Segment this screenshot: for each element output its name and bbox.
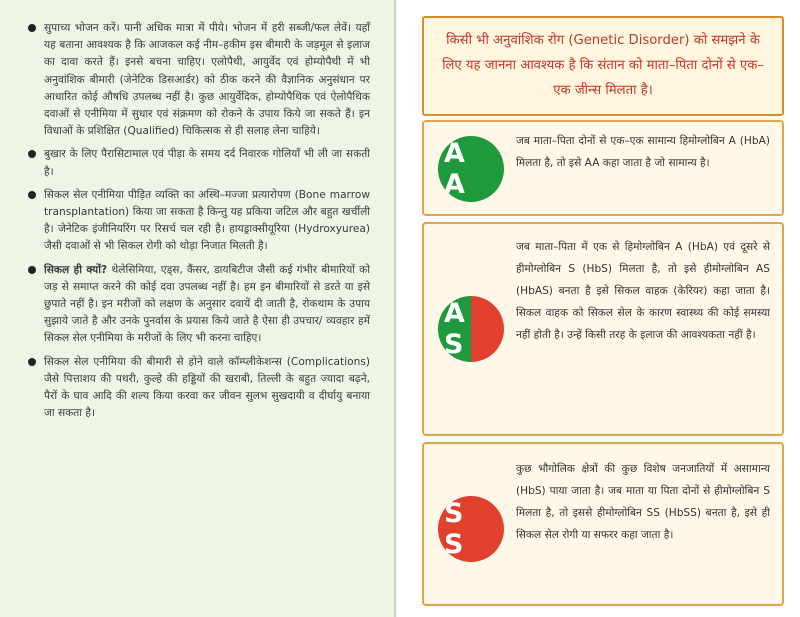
bullet-complications <box>26 354 370 423</box>
panel-as <box>422 222 784 436</box>
as-description: जब माता–पिता में एक से हिमोग्लोबिन A (HbA) एवं दूसरे से हीमोग्लोबिन S (HbS) मिलता है, तो इसे हीमोग्लोबिन AS (HbAS) बनता है इसे सिकल वाहक (केरियर) कहा जाता है। सिकल वाहक को सिकल सेल के कारण स्वास्थ्य की कोई समस्या नहीं होती है। उन्हें किसी तरह के इलाज की आवश्यकता नहीं है। <box>516 241 770 341</box>
bullet-text: सिकल सेल एनीमिया की बीमारी से होने वाले कॉम्प्लीकेशन्स (Complications) जैसे पित्ताशय की पथरी, कुल्हे की हड्डियों की खराबी, तिल्ली के बहुत ज्यादा बढ़ने, पैरों के घाव आदि की शल्य किया करवा कर जीवन सुलभ सुखदायी व दीर्घायु बनाया जा सकता है। <box>44 355 370 420</box>
bullet-icon <box>28 266 36 274</box>
ss-label: S S <box>444 498 470 560</box>
aa-label: A A <box>444 138 471 200</box>
bullet-why-sickle <box>26 262 370 348</box>
bullet-icon <box>28 358 36 366</box>
right-page <box>412 8 792 611</box>
bullet-icon <box>28 24 36 32</box>
panel-aa <box>422 120 784 216</box>
ss-description: कुछ भौगोलिक क्षेत्रों की कुछ विशेष जनजातियों में असामान्य (HbS) पाया जाता है। जब माता या पिता दोनों से हीमोग्लोबिन S मिलता है, तो इससे हीमोग्लोबिन SS (HbSS) बनता है, इसे ही सिकल सेल रोगी या सफरर कहा जाता है। <box>516 463 770 541</box>
aa-description: जब माता–पिता दोनों से एक–एक सामान्य हिमोग्लोबिन A (HbA) मिलता है, तो इसे AA कहा जाता है जो सामान्य है। <box>516 135 770 169</box>
bullet-icon <box>28 150 36 158</box>
left-page <box>0 0 396 617</box>
bullet-fever <box>26 146 370 180</box>
bullet-text: थेलेसिमिया, एड्स, कैंसर, डायबिटीज जैसी कई गंभीर बीमारियों को जड़ से समाप्त करने की कोई दवा उपलब्ध नहीं है। हम इन बीमारियों से डरते या इसे छुपाते नहीं है। इन मरीजों को लक्षण के अनुसार दवायें दी जाती है, रोकथाम के उपाय सुझाये जाते है और उनके पुनर्वास के प्रयास किये जाते है ऐसा ही उपचार/ व्यवहार हमें सिकल सेल एनीमिया के मरीजों के लिए भी करना चाहिए। <box>44 263 370 345</box>
bullet-bone-marrow <box>26 187 370 256</box>
as-genotype-icon <box>438 296 504 362</box>
bullet-text: सिकल सेल एनीमिया पीड़ित व्यक्ति का अस्थि–मज्जा प्रत्यारोपण (Bone marrow transplantation) किया जा सकता है किन्तु यह प्रकिया जटिल और बहुत खर्चीली है। जेनेटिक इंजीनियरिंग पर रिसर्च चल रही है। हायड्राक्सीयूरिया (Hydroxyurea) जैसी दवाओं से भी सिकल रोगी को थोड़ा निजात मिलती है। <box>44 188 370 253</box>
bullet-text: सुपाच्य भोजन करें। पानी अधिक मात्रा में पीये। भोजन में हरी सब्जी/फल लेवें। यहाँ यह बताना आवश्यक है कि आजकल कई नीम–हकीम इस बीमारी के जड़मूल से इलाज का दावा करते हैं। इनसे बचना चाहिए। एलोपैथी, आयुर्वेद एवं होम्योपैथी में भी अनुवांशिक बीमारी (जेनेटिक डिसआर्डर) को ठीक करने की वैज्ञानिक अनुसंधान पर आधारित कोई औषधि उपलब्ध नहीं है। कुछ आयुर्वेदिक, होम्योपैथिक एवं ऐलोपैथिक दवाओं से एनीमिया में सुधार एवं संक्रमण को रोकने के उपाय किये जा सकते हैं। इन विधाओं के प्रशिक्षित (Qualified) चिकित्सक से ही सलाह लेना चाहिये। <box>44 22 370 138</box>
genetic-disorder-title: किसी भी अनुवांशिक रोग (Genetic Disorder) को समझने के लिए यह जानना आवश्यक है कि संतान को माता–पिता दोनों से एक–एक जीन्स मिलता है। <box>422 16 784 116</box>
as-label: A S <box>444 298 471 360</box>
panel-ss <box>422 442 784 606</box>
bullet-text: बुखार के लिए पैरासिटामाल एवं पीड़ा के समय दर्द निवारक गोलियाँ भी ली जा सकती है। <box>44 148 370 178</box>
ss-genotype-icon <box>438 496 504 562</box>
bullet-diet-treatment <box>26 20 370 140</box>
aa-genotype-icon <box>438 136 504 202</box>
bullet-lead: सिकल ही क्यों? <box>44 263 112 276</box>
bullet-icon <box>28 191 36 199</box>
